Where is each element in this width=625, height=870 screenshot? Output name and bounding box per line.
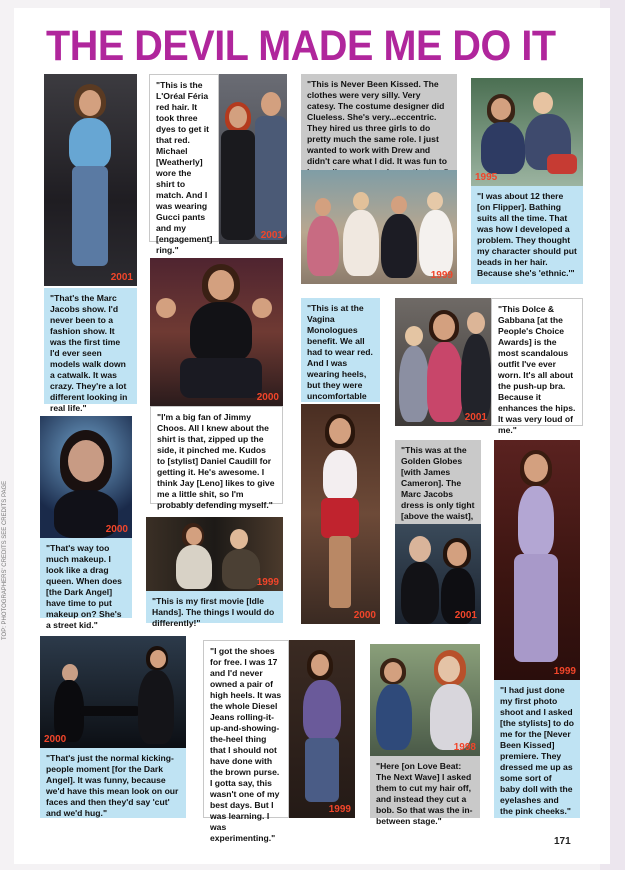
photo-leno-show [150,258,283,406]
photo-flipper-kids [471,78,583,186]
photo-golden-globes [395,524,481,624]
caption-diesel-shoes: "I got the shoes for free. I was 17 and I'd never owned a pair of high heels. It was the whole Diesel Jeans rolling-it-up-and-showing-the-heel thing that I should not have done with the brown purse. I gotta say, this wasn't one of my best days. But I was learning. I was experimenting." [203,640,289,818]
photo-year-label: 2001 [454,610,477,621]
photo-love-beat [370,644,480,756]
photo-year-label: 1999 [553,666,576,677]
caption-vagina-monologues: "This is at the Vagina Monologues benefit. We all had to wear red. And I was wearing heels, but they were uncomfortable [301,298,380,402]
photo-lavender-dress [494,440,580,680]
photo-year-label: 2001 [110,272,133,283]
photo-dark-angel-kick [40,636,186,748]
caption-loreal: "This is the L'Oréal Féria red hair. It took three dyes to get it that red. Michael [Weatherly] wore the shirt to match. And I was wearing Gucci pants and my [engagement] ring." [149,74,219,242]
photo-dark-angel-makeup [40,416,132,538]
caption-premiere: "I had just done my first photo shoot and I asked [the stylists] to do me for the [Never Been Kissed] premiere. They dressed me up as some sort of baby doll with the eyelashes and the pink cheeks." [494,680,580,818]
photo-year-label: 2000 [256,392,279,403]
caption-marc-jacobs-show: "That's the Marc Jacobs show. I'd never been to a fashion show. It was the first time I'd ever seen models walk down a catwalk. It was crazy. They're a lot different looking in real life." [44,288,137,404]
caption-flipper: "I was about 12 there [on Flipper]. Bathing suits all the time. That was how I developed a problem. They thought my character should put beads in her hair. Because she's 'ethnic.'" [471,186,583,284]
photo-year-label: 1998 [453,742,476,753]
photo-idle-hands [146,517,283,591]
photo-year-label: 1999 [430,270,453,281]
caption-never-been-kissed: "This is Never Been Kissed. The clothes were very silly. Very catesy. The costume designer did Clueless. She's very...eccentric. They hired us three girls to do pretty much the same role. I just wanted to work with Drew and didn't care what I did. It was fun to [301,74,457,170]
photo-year-label: 2001 [260,230,283,241]
caption-too-much-makeup: "That's way too much makeup. I look like a drag queen. When does [the Dark Angel] have time to put makeup on? She's a street kid." [40,538,132,618]
photo-never-been-kissed-girls [301,170,457,284]
caption-kicking-people: "That's just the normal kicking-people moment [for the Dark Angel]. It was funny, because we'd have this mean look on our faces and then they'd say 'cut' and we'd hug." [40,748,186,818]
photo-year-label: 2000 [105,524,128,535]
page-number: 171 [554,836,571,847]
photo-jacobs-blue-top [44,74,137,286]
photo-year-label: 1995 [475,172,498,183]
photo-year-label: 1999 [256,577,279,588]
caption-idle-hands: "This is my first movie [Idle Hands]. The things I would do differently!" [146,591,283,623]
caption-golden-globes: "This was at the Golden Globes [with James Cameron]. The Marc Jacobs dress is only tight [above the waist], [395,440,481,524]
photo-red-hair-couple [219,74,287,244]
photo-year-label: 1999 [328,804,351,815]
photo-red-skirt [301,404,380,624]
caption-love-beat: "Here [on Love Beat: The Next Wave] I asked them to cut my hair off, and instead they cut a bob. So that was the in-between stage." [370,756,480,818]
photo-year-label: 2001 [464,412,487,423]
photo-diesel-jeans [289,640,355,818]
photo-year-label: 2000 [353,610,376,621]
photo-year-label: 2000 [44,734,67,745]
photo-dolce-gabbana [395,298,491,426]
photo-credit-line: TOP: PHOTOGRAPHERS' CREDITS SEE CREDITS PAGE [2,480,8,640]
caption-dolce-gabbana: "This Dolce & Gabbana [at the People's Choice Awards] is the most scandalous outfit I've ever worn. It's all about the push-up bra. Because it enhances the hips. It was very loud of me." [491,298,583,426]
page-headline: THE DEVIL MADE ME DO IT [46,22,556,70]
caption-jimmy-choos: "I'm a big fan of Jimmy Choos. All I knew about the shirt is that, zipped up the side, it pinched me. Kudos to [stylist] Daniel Caudill for getting it. He's awesome. I think Jay [Leno] likes to give me a little shit, so I'm probably defending myself." [150,406,283,504]
